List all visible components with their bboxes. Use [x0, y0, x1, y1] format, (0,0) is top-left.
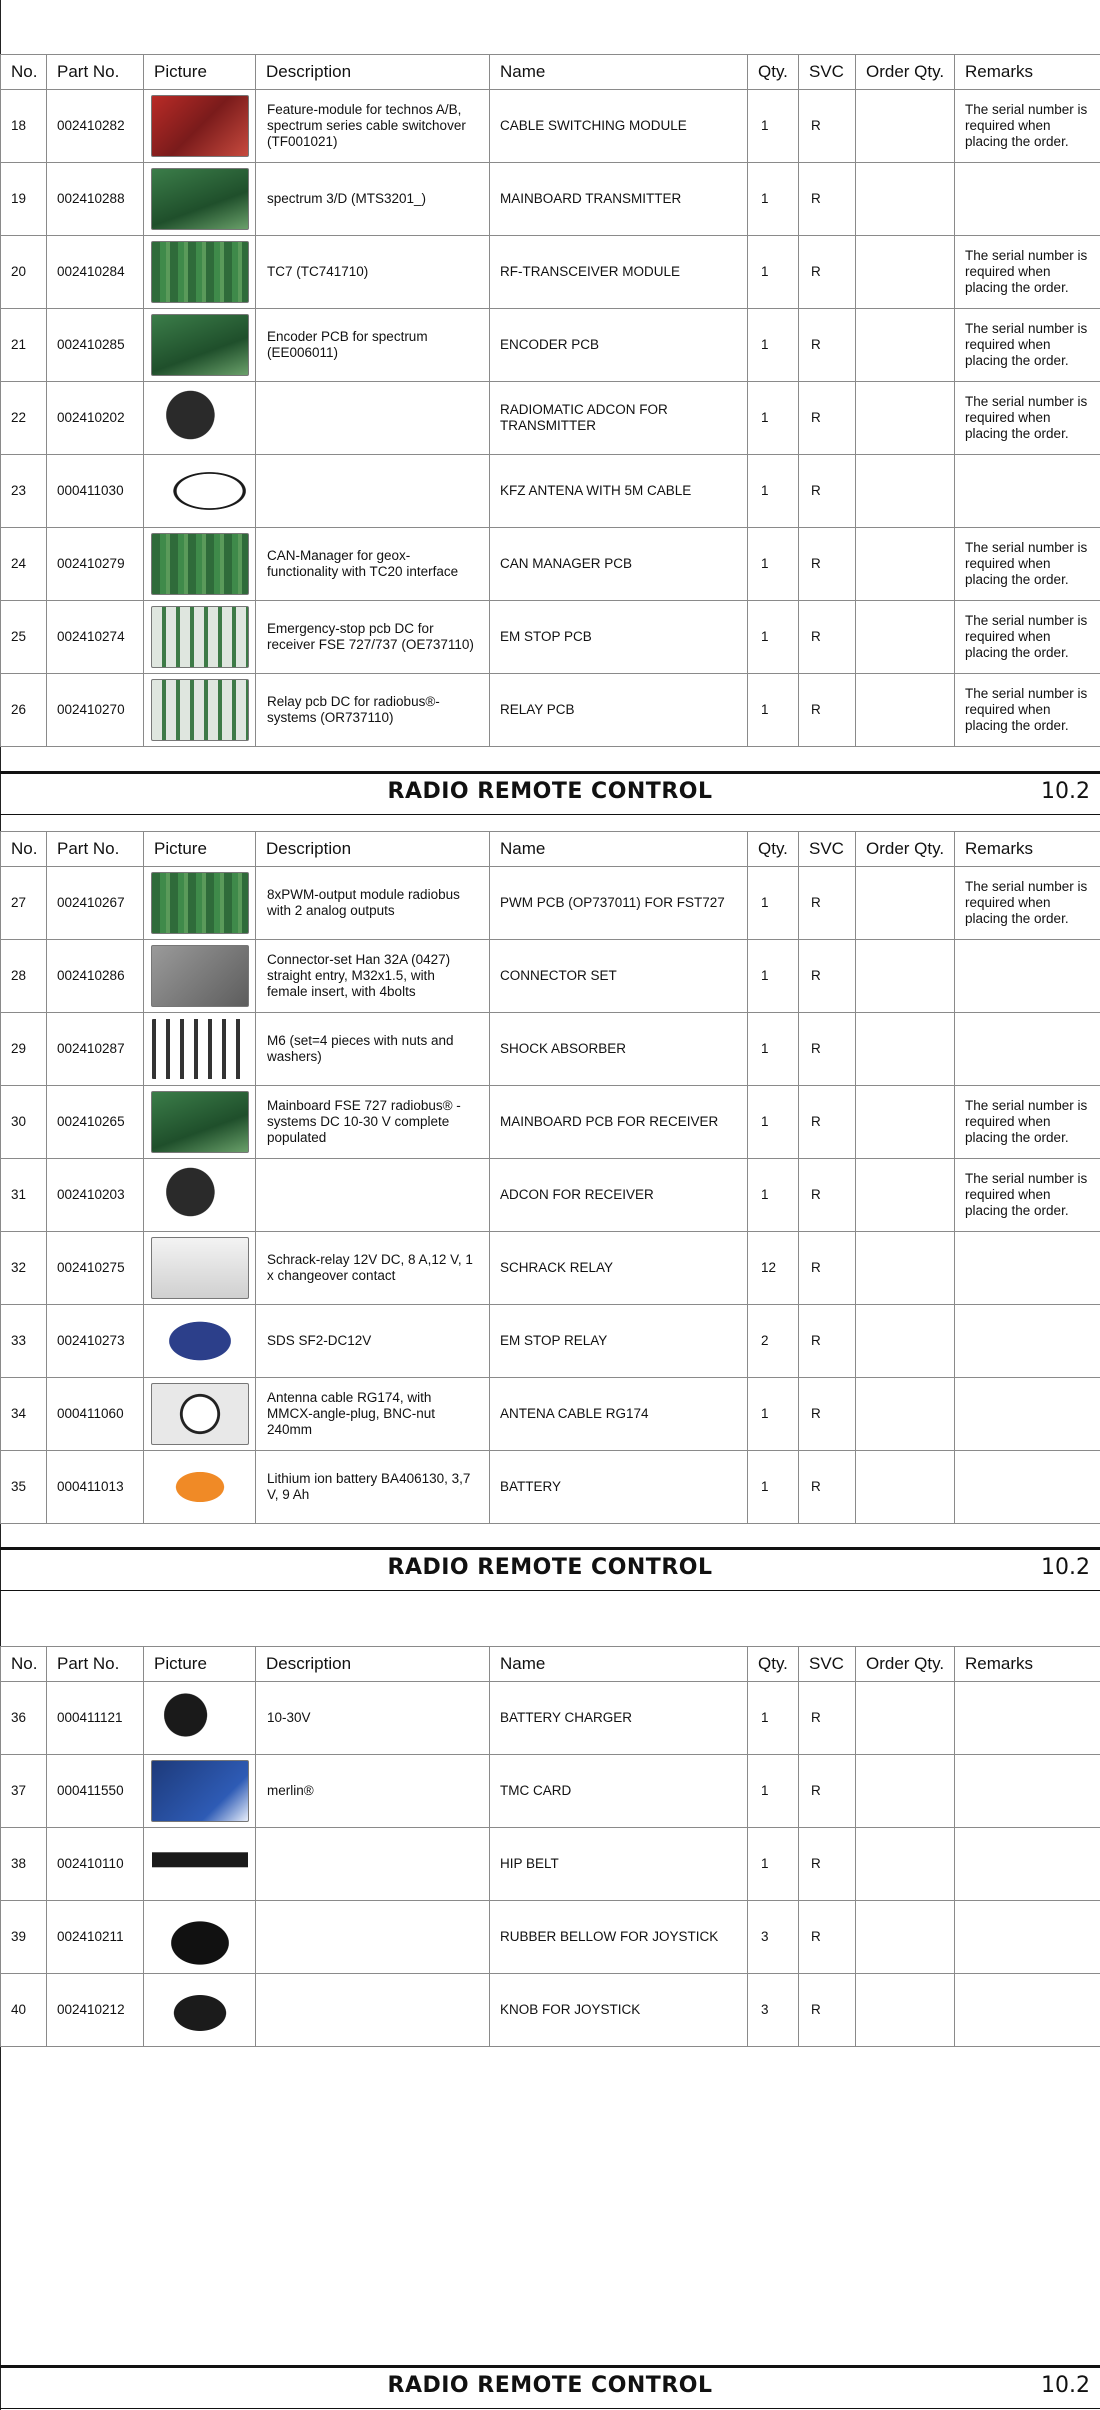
cell-qty: 1: [748, 90, 799, 163]
cell-part-no: 002410286: [47, 940, 144, 1013]
cell-picture: [144, 601, 256, 674]
header-row: [1, 832, 1100, 867]
cell-order-qty[interactable]: [856, 1451, 955, 1524]
cell-no: 19: [1, 163, 47, 236]
cell-qty: 1: [748, 455, 799, 528]
part-photo: [151, 387, 249, 449]
cell-name: CONNECTOR SET: [490, 940, 748, 1013]
col-header-no: No.: [1, 832, 47, 867]
col-header-remarks: Remarks: [955, 55, 1100, 90]
cell-svc: R: [799, 528, 856, 601]
cell-description: Connector-set Han 32A (0427) straight entry, M32x1.5, with female insert, with 4bolts: [256, 940, 490, 1013]
cell-description: Relay pcb DC for radiobus®-systems (OR737110): [256, 674, 490, 747]
table-row: [1, 236, 1100, 309]
cell-description: [256, 1159, 490, 1232]
page-footer-2: [0, 1547, 1100, 1580]
cell-description: [256, 1974, 490, 2047]
cell-part-no: 002410287: [47, 1013, 144, 1086]
cell-name: HIP BELT: [490, 1828, 748, 1901]
cell-order-qty[interactable]: [856, 1159, 955, 1232]
cell-qty: 1: [748, 1755, 799, 1828]
cell-part-no: 002410202: [47, 382, 144, 455]
cell-part-no: 002410110: [47, 1828, 144, 1901]
cell-no: 37: [1, 1755, 47, 1828]
cell-remarks: [955, 1013, 1100, 1086]
cell-name: CABLE SWITCHING MODULE: [490, 90, 748, 163]
col-header-name: Name: [490, 55, 748, 90]
cell-part-no: 000411550: [47, 1755, 144, 1828]
cell-picture: [144, 1013, 256, 1086]
cell-qty: 1: [748, 1086, 799, 1159]
cell-name: BATTERY CHARGER: [490, 1682, 748, 1755]
part-photo: [151, 460, 249, 522]
col-header-no: No.: [1, 55, 47, 90]
part-photo: [151, 1760, 249, 1822]
cell-order-qty[interactable]: [856, 1232, 955, 1305]
col-header-no: No.: [1, 1647, 47, 1682]
cell-remarks: [955, 1974, 1100, 2047]
cell-qty: 1: [748, 1451, 799, 1524]
cell-qty: 1: [748, 674, 799, 747]
cell-part-no: 002410275: [47, 1232, 144, 1305]
cell-remarks: [955, 1901, 1100, 1974]
cell-remarks: The serial number is required when placing the order.: [955, 674, 1100, 747]
cell-order-qty[interactable]: [856, 236, 955, 309]
cell-no: 39: [1, 1901, 47, 1974]
cell-name: ENCODER PCB: [490, 309, 748, 382]
cell-svc: R: [799, 236, 856, 309]
cell-remarks: [955, 1305, 1100, 1378]
cell-svc: R: [799, 1451, 856, 1524]
cell-no: 38: [1, 1828, 47, 1901]
cell-description: spectrum 3/D (MTS3201_): [256, 163, 490, 236]
cell-part-no: 002410267: [47, 867, 144, 940]
part-photo: [151, 1906, 249, 1968]
cell-description: SDS SF2-DC12V: [256, 1305, 490, 1378]
cell-svc: R: [799, 1305, 856, 1378]
cell-description: 8xPWM-output module radiobus with 2 analog outputs: [256, 867, 490, 940]
cell-picture: [144, 236, 256, 309]
footer-title: RADIO REMOTE CONTROL: [387, 2373, 713, 2398]
table-row: [1, 867, 1100, 940]
cell-svc: R: [799, 1828, 856, 1901]
cell-order-qty[interactable]: [856, 1013, 955, 1086]
table-row: [1, 455, 1100, 528]
cell-qty: 1: [748, 382, 799, 455]
col-header-picture: Picture: [144, 832, 256, 867]
cell-order-qty[interactable]: [856, 1974, 955, 2047]
cell-picture: [144, 940, 256, 1013]
part-photo: [151, 679, 249, 741]
cell-qty: 2: [748, 1305, 799, 1378]
part-photo: [151, 168, 249, 230]
cell-picture: [144, 867, 256, 940]
cell-description: Lithium ion battery BA406130, 3,7 V, 9 Ah: [256, 1451, 490, 1524]
cell-part-no: 002410288: [47, 163, 144, 236]
cell-qty: 1: [748, 1013, 799, 1086]
cell-description: [256, 1901, 490, 1974]
cell-part-no: 002410274: [47, 601, 144, 674]
cell-name: KFZ ANTENA WITH 5M CABLE: [490, 455, 748, 528]
cell-remarks: The serial number is required when placing the order.: [955, 1159, 1100, 1232]
cell-no: 36: [1, 1682, 47, 1755]
part-photo: [151, 1237, 249, 1299]
cell-description: M6 (set=4 pieces with nuts and washers): [256, 1013, 490, 1086]
parts-table-1: [0, 54, 1100, 747]
cell-picture: [144, 1378, 256, 1451]
cell-description: Encoder PCB for spectrum (EE006011): [256, 309, 490, 382]
table-row: [1, 1901, 1100, 1974]
page-footer-3: [0, 2365, 1100, 2398]
cell-part-no: 002410284: [47, 236, 144, 309]
cell-remarks: [955, 1755, 1100, 1828]
table-row: [1, 1682, 1100, 1755]
cell-name: TMC CARD: [490, 1755, 748, 1828]
cell-svc: R: [799, 163, 856, 236]
cell-remarks: [955, 1451, 1100, 1524]
cell-part-no: 002410203: [47, 1159, 144, 1232]
cell-svc: R: [799, 867, 856, 940]
cell-qty: 1: [748, 1828, 799, 1901]
cell-order-qty[interactable]: [856, 674, 955, 747]
part-photo: [151, 1456, 249, 1518]
cell-order-qty[interactable]: [856, 309, 955, 382]
cell-no: 27: [1, 867, 47, 940]
cell-picture: [144, 1828, 256, 1901]
cell-picture: [144, 309, 256, 382]
header-row: [1, 1647, 1100, 1682]
table-row: [1, 528, 1100, 601]
cell-picture: [144, 1159, 256, 1232]
cell-description: Mainboard FSE 727 radiobus® - systems DC 10-30 V complete populated: [256, 1086, 490, 1159]
cell-order-qty[interactable]: [856, 1828, 955, 1901]
cell-name: RF-TRANSCEIVER MODULE: [490, 236, 748, 309]
cell-picture: [144, 1232, 256, 1305]
cell-picture: [144, 1755, 256, 1828]
cell-part-no: 000411121: [47, 1682, 144, 1755]
cell-qty: 1: [748, 528, 799, 601]
table-row: [1, 163, 1100, 236]
cell-remarks: [955, 163, 1100, 236]
table-row: [1, 1378, 1100, 1451]
cell-description: [256, 1828, 490, 1901]
cell-remarks: [955, 940, 1100, 1013]
cell-part-no: 002410270: [47, 674, 144, 747]
part-photo: [151, 1164, 249, 1226]
cell-qty: 1: [748, 309, 799, 382]
cell-picture: [144, 382, 256, 455]
part-photo: [151, 1979, 249, 2041]
cell-remarks: [955, 1682, 1100, 1755]
cell-no: 20: [1, 236, 47, 309]
cell-no: 24: [1, 528, 47, 601]
cell-svc: R: [799, 940, 856, 1013]
cell-order-qty[interactable]: [856, 1305, 955, 1378]
table-row: [1, 1755, 1100, 1828]
cell-picture: [144, 163, 256, 236]
col-header-description: Description: [256, 1647, 490, 1682]
cell-description: merlin®: [256, 1755, 490, 1828]
footer-title: RADIO REMOTE CONTROL: [387, 1555, 713, 1580]
cell-remarks: The serial number is required when placing the order.: [955, 601, 1100, 674]
cell-svc: R: [799, 674, 856, 747]
cell-qty: 1: [748, 601, 799, 674]
cell-part-no: 002410282: [47, 90, 144, 163]
cell-name: ANTENA CABLE RG174: [490, 1378, 748, 1451]
cell-no: 34: [1, 1378, 47, 1451]
cell-qty: 1: [748, 1378, 799, 1451]
cell-svc: R: [799, 382, 856, 455]
table-row: [1, 1451, 1100, 1524]
cell-order-qty[interactable]: [856, 867, 955, 940]
cell-svc: R: [799, 1755, 856, 1828]
cell-part-no: 000411013: [47, 1451, 144, 1524]
col-header-remarks: Remarks: [955, 832, 1100, 867]
cell-qty: 3: [748, 1974, 799, 2047]
cell-order-qty[interactable]: [856, 1901, 955, 1974]
cell-svc: R: [799, 1378, 856, 1451]
cell-qty: 1: [748, 940, 799, 1013]
parts-table-3: [0, 1646, 1100, 2047]
part-photo: [151, 872, 249, 934]
col-header-part-no: Part No.: [47, 55, 144, 90]
cell-name: RADIOMATIC ADCON FOR TRANSMITTER: [490, 382, 748, 455]
cell-qty: 1: [748, 236, 799, 309]
cell-no: 23: [1, 455, 47, 528]
cell-name: KNOB FOR JOYSTICK: [490, 1974, 748, 2047]
parts-table-2: [0, 831, 1100, 1524]
cell-svc: R: [799, 1013, 856, 1086]
cell-no: 18: [1, 90, 47, 163]
cell-remarks: [955, 1378, 1100, 1451]
cell-order-qty[interactable]: [856, 90, 955, 163]
cell-part-no: 002410212: [47, 1974, 144, 2047]
cell-description: Feature-module for technos A/B, spectrum series cable switchover (TF001021): [256, 90, 490, 163]
col-header-name: Name: [490, 832, 748, 867]
cell-picture: [144, 1901, 256, 1974]
cell-qty: 12: [748, 1232, 799, 1305]
col-header-svc: SVC: [799, 832, 856, 867]
cell-description: 10-30V: [256, 1682, 490, 1755]
cell-remarks: [955, 1828, 1100, 1901]
cell-part-no: 000411030: [47, 455, 144, 528]
table-row: [1, 1159, 1100, 1232]
table-row: [1, 674, 1100, 747]
cell-name: SCHRACK RELAY: [490, 1232, 748, 1305]
part-photo: [151, 1833, 249, 1895]
cell-svc: R: [799, 1901, 856, 1974]
cell-no: 21: [1, 309, 47, 382]
cell-name: BATTERY: [490, 1451, 748, 1524]
cell-no: 22: [1, 382, 47, 455]
cell-order-qty[interactable]: [856, 528, 955, 601]
cell-svc: R: [799, 1159, 856, 1232]
cell-svc: R: [799, 1974, 856, 2047]
footer-page-number: 10.2: [1041, 1555, 1090, 1580]
header-row: [1, 55, 1100, 90]
cell-order-qty[interactable]: [856, 455, 955, 528]
table-row: [1, 940, 1100, 1013]
part-photo: [151, 945, 249, 1007]
table-row: [1, 1974, 1100, 2047]
part-photo: [151, 1091, 249, 1153]
cell-remarks: The serial number is required when placing the order.: [955, 90, 1100, 163]
cell-svc: R: [799, 1232, 856, 1305]
col-header-order-qty: Order Qty.: [856, 832, 955, 867]
cell-picture: [144, 528, 256, 601]
part-photo: [151, 314, 249, 376]
cell-picture: [144, 90, 256, 163]
cell-picture: [144, 1682, 256, 1755]
cell-name: MAINBOARD PCB FOR RECEIVER: [490, 1086, 748, 1159]
cell-description: Emergency-stop pcb DC for receiver FSE 727/737 (OE737110): [256, 601, 490, 674]
cell-description: [256, 455, 490, 528]
cell-part-no: 002410211: [47, 1901, 144, 1974]
cell-no: 40: [1, 1974, 47, 2047]
table-row: [1, 1013, 1100, 1086]
cell-order-qty[interactable]: [856, 1378, 955, 1451]
cell-svc: R: [799, 90, 856, 163]
col-header-description: Description: [256, 832, 490, 867]
cell-name: EM STOP RELAY: [490, 1305, 748, 1378]
col-header-description: Description: [256, 55, 490, 90]
part-photo: [151, 1383, 249, 1445]
cell-picture: [144, 1086, 256, 1159]
cell-picture: [144, 1974, 256, 2047]
cell-no: 32: [1, 1232, 47, 1305]
cell-qty: 3: [748, 1901, 799, 1974]
cell-no: 31: [1, 1159, 47, 1232]
part-photo: [151, 606, 249, 668]
cell-name: RELAY PCB: [490, 674, 748, 747]
part-photo: [151, 1687, 249, 1749]
cell-part-no: 002410279: [47, 528, 144, 601]
cell-name: PWM PCB (OP737011) FOR FST727: [490, 867, 748, 940]
table-row: [1, 1086, 1100, 1159]
cell-order-qty[interactable]: [856, 1086, 955, 1159]
part-photo: [151, 95, 249, 157]
cell-part-no: 000411060: [47, 1378, 144, 1451]
col-header-order-qty: Order Qty.: [856, 1647, 955, 1682]
col-header-qty: Qty.: [748, 55, 799, 90]
cell-qty: 1: [748, 867, 799, 940]
cell-description: TC7 (TC741710): [256, 236, 490, 309]
cell-picture: [144, 1451, 256, 1524]
cell-picture: [144, 1305, 256, 1378]
cell-name: ADCON FOR RECEIVER: [490, 1159, 748, 1232]
table-row: [1, 309, 1100, 382]
table-row: [1, 1305, 1100, 1378]
col-header-qty: Qty.: [748, 1647, 799, 1682]
cell-svc: R: [799, 309, 856, 382]
table-row: [1, 1232, 1100, 1305]
cell-remarks: The serial number is required when placing the order.: [955, 867, 1100, 940]
cell-order-qty[interactable]: [856, 940, 955, 1013]
cell-no: 25: [1, 601, 47, 674]
cell-picture: [144, 455, 256, 528]
cell-description: Schrack-relay 12V DC, 8 A,12 V, 1 x changeover contact: [256, 1232, 490, 1305]
cell-qty: 1: [748, 1682, 799, 1755]
cell-order-qty[interactable]: [856, 1755, 955, 1828]
col-header-part-no: Part No.: [47, 832, 144, 867]
cell-qty: 1: [748, 163, 799, 236]
cell-picture: [144, 674, 256, 747]
cell-svc: R: [799, 455, 856, 528]
cell-order-qty[interactable]: [856, 163, 955, 236]
col-header-svc: SVC: [799, 1647, 856, 1682]
table-row: [1, 90, 1100, 163]
cell-part-no: 002410285: [47, 309, 144, 382]
cell-no: 26: [1, 674, 47, 747]
cell-description: Antenna cable RG174, with MMCX-angle-plug, BNC-nut 240mm: [256, 1378, 490, 1451]
footer-page-number: 10.2: [1041, 779, 1090, 804]
cell-remarks: [955, 1232, 1100, 1305]
cell-order-qty[interactable]: [856, 601, 955, 674]
cell-name: MAINBOARD TRANSMITTER: [490, 163, 748, 236]
col-header-order-qty: Order Qty.: [856, 55, 955, 90]
col-header-picture: Picture: [144, 1647, 256, 1682]
cell-remarks: The serial number is required when placing the order.: [955, 382, 1100, 455]
col-header-qty: Qty.: [748, 832, 799, 867]
cell-no: 29: [1, 1013, 47, 1086]
cell-svc: R: [799, 601, 856, 674]
cell-svc: R: [799, 1682, 856, 1755]
table-row: [1, 382, 1100, 455]
footer-page-number: 10.2: [1041, 2373, 1090, 2398]
cell-remarks: [955, 455, 1100, 528]
part-photo: [151, 241, 249, 303]
cell-no: 28: [1, 940, 47, 1013]
cell-remarks: The serial number is required when placing the order.: [955, 236, 1100, 309]
page-footer-1: [0, 771, 1100, 804]
part-photo: [151, 533, 249, 595]
cell-remarks: The serial number is required when placing the order.: [955, 1086, 1100, 1159]
cell-name: SHOCK ABSORBER: [490, 1013, 748, 1086]
col-header-picture: Picture: [144, 55, 256, 90]
part-photo: [151, 1018, 249, 1080]
col-header-part-no: Part No.: [47, 1647, 144, 1682]
col-header-remarks: Remarks: [955, 1647, 1100, 1682]
col-header-name: Name: [490, 1647, 748, 1682]
cell-order-qty[interactable]: [856, 382, 955, 455]
cell-description: CAN-Manager for geox-functionality with TC20 interface: [256, 528, 490, 601]
table-row: [1, 1828, 1100, 1901]
cell-part-no: 002410273: [47, 1305, 144, 1378]
cell-order-qty[interactable]: [856, 1682, 955, 1755]
cell-part-no: 002410265: [47, 1086, 144, 1159]
cell-no: 35: [1, 1451, 47, 1524]
cell-name: RUBBER BELLOW FOR JOYSTICK: [490, 1901, 748, 1974]
part-photo: [151, 1310, 249, 1372]
cell-remarks: The serial number is required when placing the order.: [955, 528, 1100, 601]
col-header-svc: SVC: [799, 55, 856, 90]
cell-no: 30: [1, 1086, 47, 1159]
table-row: [1, 601, 1100, 674]
cell-no: 33: [1, 1305, 47, 1378]
cell-qty: 1: [748, 1159, 799, 1232]
cell-description: [256, 382, 490, 455]
cell-name: EM STOP PCB: [490, 601, 748, 674]
cell-svc: R: [799, 1086, 856, 1159]
footer-title: RADIO REMOTE CONTROL: [387, 779, 713, 804]
cell-remarks: The serial number is required when placing the order.: [955, 309, 1100, 382]
cell-name: CAN MANAGER PCB: [490, 528, 748, 601]
